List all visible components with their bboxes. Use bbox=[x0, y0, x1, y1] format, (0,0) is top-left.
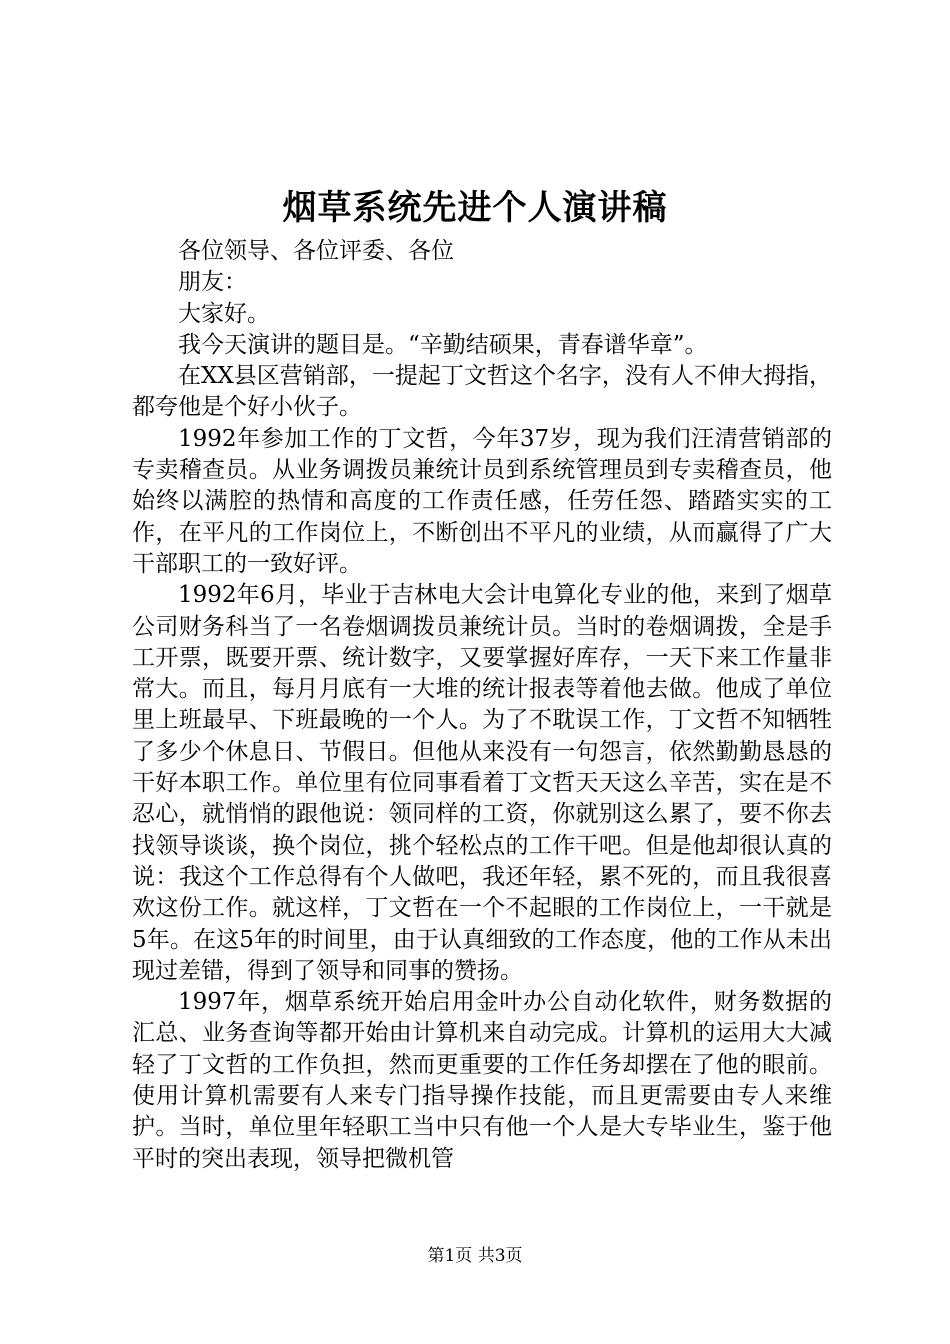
salutation-line-2: 朋友： bbox=[178, 269, 247, 296]
background-paragraph: 1992年参加工作的丁文哲，今年37岁，现为我们汪清营销部的专卖稽查员。从业务调拨员兼统计员到系统管理员到专卖稽查员，他始终以满腔的热情和高度的工作责任感，任劳任怨、踏踏实实的工作，在平凡的工作岗位上，不断创出不平凡的业绩，从而赢得了广大干部职工的一致好评。 bbox=[132, 425, 832, 577]
document-body bbox=[132, 236, 832, 1175]
intro-paragraph: 在XX县区营销部，一提起丁文哲这个名字，没有人不伸大拇指，都夸他是个好小伙子。 bbox=[132, 363, 832, 421]
greeting-paragraph: 大家好。 bbox=[178, 300, 270, 327]
salutation-line-1: 各位领导、各位评委、各位 bbox=[178, 238, 454, 264]
page-number-footer: 第1页 共3页 bbox=[427, 1246, 523, 1266]
computerization-paragraph: 1997年，烟草系统开始启用金叶办公自动化软件，财务数据的汇总、业务查询等都开始由计算机来自动完成。计算机的运用大大减轻了丁文哲的工作负担，然而更重要的工作任务却摆在了他的眼前。使用计算机需要有人来专门指导操作技能，而且更需要由专人来维护。当时，单位里年轻职工当中只有他一个人是大专毕业生，鉴于他平时的突出表现，领导把微机管 bbox=[132, 989, 832, 1172]
topic-paragraph: 我今天演讲的题目是。“辛勤结硕果，青春谱华章”。 bbox=[178, 331, 708, 358]
document-title: 烟草系统先进个人演讲稿 bbox=[282, 188, 668, 228]
early-career-paragraph: 1992年6月，毕业于吉林电大会计电算化专业的他，来到了烟草公司财务科当了一名卷烟调拨员兼统计员。当时的卷烟调拨，全是手工开票，既要开票、统计数字，又要掌握好库存，一天下来工作量非常大。而且，每月月底有一大堆的统计报表等着他去做。他成了单位里上班最早、下班最晚的一个人。为了不耽误工作，丁文哲不知牺牲了多少个休息日、节假日。但他从来没有一句怨言，依然勤勤恳恳的干好本职工作。单位里有位同事看着丁文哲天天这么辛苦，实在是不忍心，就悄悄的跟他说：领同样的工资，你就别这么累了，要不你去找领导谈谈，换个岗位，挑个轻松点的工作干吧。但是他却很认真的说：我这个工作总得有个人做吧，我还年轻，累不死的，而且我很喜欢这份工作。就这样，丁文哲在一个不起眼的工作岗位上，一干就是5年。在这5年的时间里，由于认真细致的工作态度，他的工作从未出现过差错，得到了领导和同事的赞扬。 bbox=[132, 582, 832, 984]
